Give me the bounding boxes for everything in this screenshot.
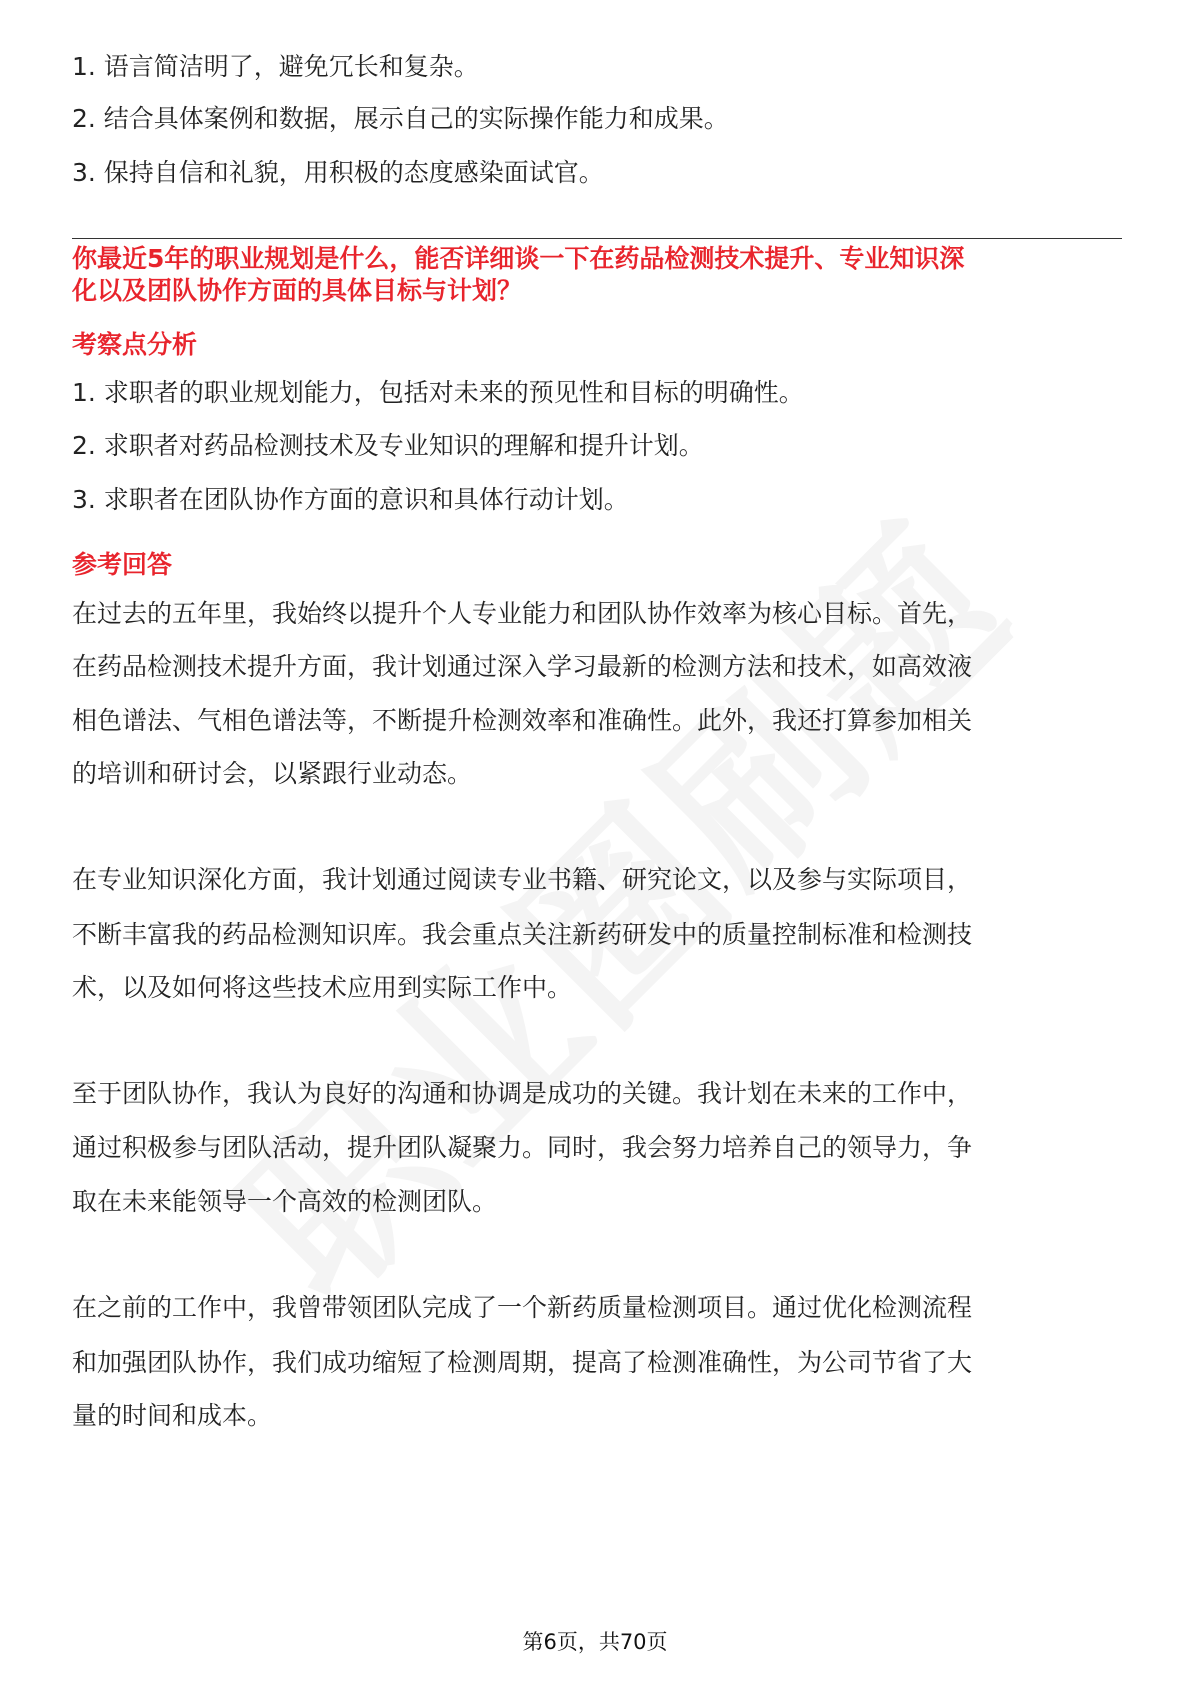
answer-p1-line-2: 在药品检测技术提升方面，我计划通过深入学习最新的检测方法和技术，如高效液	[72, 652, 973, 681]
analysis-point-1: 1. 求职者的职业规划能力，包括对未来的预见性和目标的明确性。	[72, 378, 804, 407]
answer-p2-line-2: 不断丰富我的药品检测知识库。我会重点关注新药研发中的质量控制标准和检测技	[72, 920, 973, 949]
analysis-point-3: 3. 求职者在团队协作方面的意识和具体行动计划。	[72, 485, 629, 514]
page-footer: 第6页，共70页	[522, 1630, 668, 1654]
answer-p2-line-3: 术，以及如何将这些技术应用到实际工作中。	[72, 973, 573, 1002]
answer-p4-line-2: 和加强团队协作，我们成功缩短了检测周期，提高了检测准确性，为公司节省了大	[72, 1348, 973, 1377]
answer-p1-line-3: 相色谱法、气相色谱法等，不断提升检测效率和准确性。此外，我还打算参加相关	[72, 706, 973, 735]
answer-p3-line-1: 至于团队协作，我认为良好的沟通和协调是成功的关键。我计划在未来的工作中，	[72, 1079, 973, 1108]
question-line-1: 你最近5年的职业规划是什么，能否详细谈一下在药品检测技术提升、专业知识深	[72, 244, 965, 273]
question-line-2: 化以及团队协作方面的具体目标与计划？	[72, 276, 523, 305]
answer-p4-line-3: 量的时间和成本。	[72, 1401, 273, 1430]
prev-point-1: 1. 语言简洁明了，避免冗长和复杂。	[72, 52, 479, 81]
answer-heading: 参考回答	[72, 550, 173, 579]
section-divider	[72, 238, 1122, 239]
prev-point-2: 2. 结合具体案例和数据，展示自己的实际操作能力和成果。	[72, 104, 729, 133]
answer-p3-line-3: 取在未来能领导一个高效的检测团队。	[72, 1187, 498, 1216]
answer-p1-line-4: 的培训和研讨会，以紧跟行业动态。	[72, 759, 473, 788]
analysis-point-2: 2. 求职者对药品检测技术及专业知识的理解和提升计划。	[72, 431, 704, 460]
answer-p1-line-1: 在过去的五年里，我始终以提升个人专业能力和团队协作效率为核心目标。首先，	[72, 599, 973, 628]
answer-p2-line-1: 在专业知识深化方面，我计划通过阅读专业书籍、研究论文，以及参与实际项目，	[72, 865, 973, 894]
answer-p4-line-1: 在之前的工作中，我曾带领团队完成了一个新药质量检测项目。通过优化检测流程	[72, 1293, 973, 1322]
analysis-heading: 考察点分析	[72, 330, 198, 359]
answer-p3-line-2: 通过积极参与团队活动，提升团队凝聚力。同时，我会努力培养自己的领导力，争	[72, 1133, 973, 1162]
prev-point-3: 3. 保持自信和礼貌，用积极的态度感染面试官。	[72, 158, 604, 187]
